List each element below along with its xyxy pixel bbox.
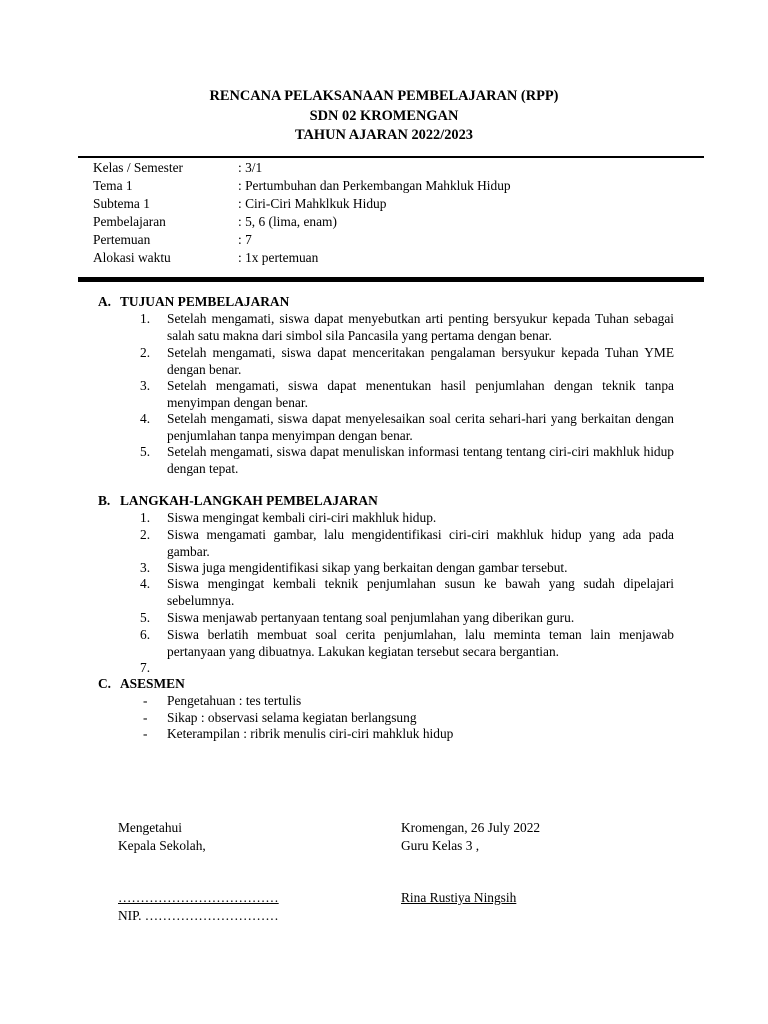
list-item [140, 527, 674, 560]
item-number: 1. [140, 311, 151, 326]
list-item [143, 693, 301, 710]
item-text: Siswa juga mengidentifikasi sikap yang berkaitan dengan gambar tersebut. [167, 560, 568, 575]
approval-label: Mengetahui [118, 820, 182, 835]
item-text: Setelah mengamati, siswa dapat menentukan hasil penjumlahan dengan teknik tanpa menyimpan dengan benar. [167, 378, 674, 410]
item-number: 7. [140, 660, 151, 675]
list-item [140, 411, 674, 444]
info-label: Alokasi waktu [93, 250, 171, 265]
item-text: Siswa berlatih membuat soal cerita penjumlahan, lalu meminta teman lain menjawab pertanyaan yang dibuatnya. Lakukan kegiatan tersebut secara bergantian. [167, 627, 674, 659]
item-text: Siswa mengingat kembali teknik penjumlahan susun ke bawah yang sudah dipelajari sebelumnya. [167, 576, 674, 608]
info-value: : 5, 6 (lima, enam) [238, 214, 337, 229]
item-text: Setelah mengamati, siswa dapat menyelesaikan soal cerita sehari-hari yang berkaitan dengan penjumlahan tanpa menyimpan dengan benar. [167, 411, 674, 443]
bullet-dash: - [143, 710, 148, 725]
header-divider [78, 156, 704, 158]
place-date: Kromengan, 26 July 2022 [401, 820, 541, 835]
principal-nip: NIP. ………………………… [118, 908, 279, 923]
list-item [140, 576, 674, 609]
info-label: Pertemuan [93, 232, 151, 247]
section-title: LANGKAH-LANGKAH PEMBELAJARAN [120, 493, 378, 508]
list-item [140, 444, 674, 477]
section-letter: C. [98, 676, 112, 691]
academic-year: TAHUN AJARAN 2022/2023 [294, 127, 474, 143]
teacher-name: Rina Rustiya Ningsih [401, 890, 517, 905]
list-item [143, 710, 417, 727]
section-title: TUJUAN PEMBELAJARAN [120, 294, 290, 309]
item-text: Pengetahuan : tes tertulis [167, 693, 302, 708]
info-value: : Pertumbuhan dan Perkembangan Mahkluk Hidup [238, 178, 511, 193]
section-a-heading [98, 294, 289, 311]
bullet-dash: - [143, 726, 148, 741]
principal-name-line: ……………………………… [118, 890, 279, 905]
info-label: Tema 1 [93, 178, 133, 193]
item-text: Setelah mengamati, siswa dapat menyebutkan arti penting bersyukur kepada Tuhan sebagai salah satu makna dari simbol sila Pancasila yang pertama dengan benar. [167, 311, 674, 343]
info-divider [78, 277, 704, 282]
info-value: : 1x pertemuan [238, 250, 319, 265]
item-text: Keterampilan : ribrik menulis ciri-ciri mahkluk hidup [167, 726, 454, 741]
item-text: Sikap : observasi selama kegiatan berlangsung [167, 710, 417, 725]
section-c-heading [98, 676, 185, 693]
principal-title: Kepala Sekolah, [118, 838, 206, 853]
section-letter: B. [98, 493, 111, 508]
section-b-heading [98, 493, 378, 510]
item-text: Setelah mengamati, siswa dapat menceritakan pengalaman bersyukur kepada Tuhan YME dengan benar. [167, 345, 674, 377]
item-text: Setelah mengamati, siswa dapat menuliskan informasi tentang tentang ciri-ciri makhluk hidup dengan tepat. [167, 444, 674, 476]
item-text: Siswa mengamati gambar, lalu mengidentifikasi ciri-ciri makhluk hidup yang ada pada gambar. [167, 527, 674, 559]
list-item [140, 560, 674, 577]
item-text: Siswa mengingat kembali ciri-ciri makhluk hidup. [167, 510, 437, 525]
info-label: Kelas / Semester [93, 160, 183, 175]
info-label: Subtema 1 [93, 196, 150, 211]
list-item [140, 378, 674, 411]
item-number: 1. [140, 510, 151, 525]
bullet-dash: - [143, 693, 148, 708]
list-item [140, 311, 674, 344]
section-title: ASESMEN [120, 676, 185, 691]
document-title: RENCANA PELAKSANAAN PEMBELAJARAN (RPP) [209, 88, 559, 104]
item-number: 3. [140, 378, 151, 393]
school-name: SDN 02 KROMENGAN [309, 108, 459, 124]
item-number: 2. [140, 345, 151, 360]
item-number: 4. [140, 411, 151, 426]
info-value: : 7 [238, 232, 252, 247]
item-number: 6. [140, 627, 151, 642]
section-letter: A. [98, 294, 112, 309]
list-item [140, 510, 674, 527]
item-number: 5. [140, 444, 151, 459]
list-item [143, 726, 453, 743]
teacher-title: Guru Kelas 3 , [401, 838, 480, 853]
info-label: Pembelajaran [93, 214, 166, 229]
info-value: : Ciri-Ciri Mahklkuk Hidup [238, 196, 387, 211]
item-number: 5. [140, 610, 151, 625]
list-item [140, 627, 674, 660]
list-item [140, 345, 674, 378]
item-number: 3. [140, 560, 151, 575]
list-item [140, 610, 674, 627]
item-number: 2. [140, 527, 151, 542]
info-value: : 3/1 [238, 160, 263, 175]
item-text: Siswa menjawab pertanyaan tentang soal penjumlahan yang diberikan guru. [167, 610, 575, 625]
item-number: 4. [140, 576, 151, 591]
